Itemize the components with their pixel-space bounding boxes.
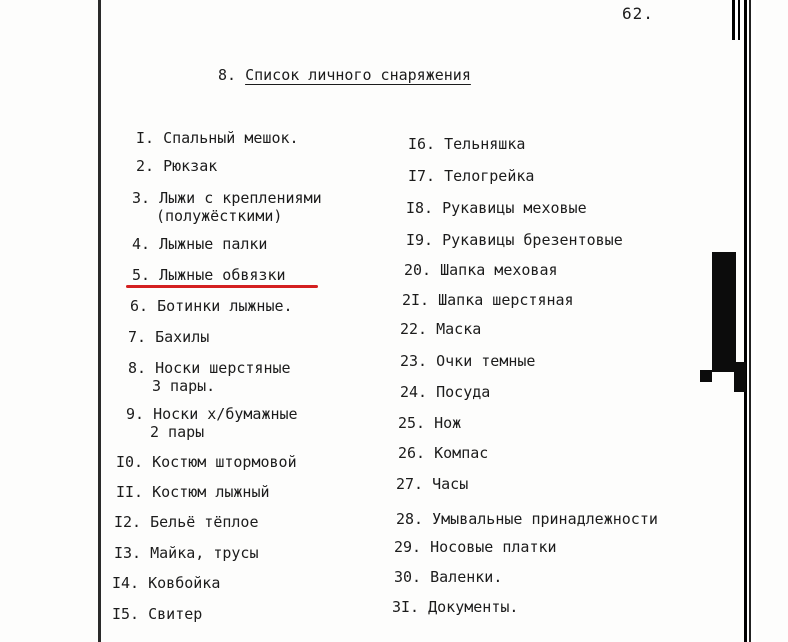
list-item: 4. Лыжные палки (132, 235, 268, 253)
list-item: I. Спальный мешок. (136, 129, 299, 147)
list-item: I5. Свитер (112, 605, 203, 623)
section-title: Список личного снаряжения (245, 66, 471, 84)
list-item: II. Костюм лыжный (116, 483, 270, 501)
list-item: 27. Часы (396, 475, 469, 493)
list-item: I0. Костюм штормовой (116, 453, 297, 471)
list-item: I8. Рукавицы меховые (406, 199, 587, 217)
list-item: 29. Носовые платки (394, 538, 557, 556)
scan-blot (700, 370, 712, 382)
list-item: 9. Носки х/бумажные 2 пары (126, 405, 298, 441)
list-item: I2. Бельё тёплое (114, 513, 259, 531)
list-item: 28. Умывальные принадлежности (396, 510, 658, 528)
list-item: 20. Шапка меховая (404, 261, 558, 279)
list-item: 3. Лыжи с креплениями (полужёсткими) (132, 189, 322, 225)
list-item: I9. Рукавицы брезентовые (406, 231, 623, 249)
list-item: 3I. Документы. (392, 598, 519, 616)
list-item: 24. Посуда (400, 383, 491, 401)
list-item: 26. Компас (398, 444, 489, 462)
list-item: I6. Тельняшка (408, 135, 526, 153)
scan-edge-left (98, 0, 101, 642)
list-item: I4. Ковбойка (112, 574, 221, 592)
scan-edge-right (744, 0, 756, 642)
list-item: 30. Валенки. (394, 568, 503, 586)
list-item: 25. Нож (398, 414, 462, 432)
scan-blot (734, 362, 746, 392)
list-item: I3. Майка, трусы (114, 544, 259, 562)
list-item: 6. Ботинки лыжные. (130, 297, 293, 315)
list-item: 2. Рюкзак (136, 157, 218, 175)
section-heading (218, 66, 471, 84)
red-underline-mark (126, 285, 318, 288)
list-item: 23. Очки темные (400, 352, 536, 370)
list-item: 7. Бахилы (128, 328, 210, 346)
list-item: 8. Носки шерстяные 3 пары. (128, 359, 291, 395)
list-item: 2I. Шапка шерстяная (402, 291, 574, 309)
list-item: I7. Телогрейка (408, 167, 535, 185)
page-number: 62. (622, 4, 654, 23)
list-item: 5. Лыжные обвязки (132, 266, 286, 284)
list-item: 22. Маска (400, 320, 482, 338)
scan-blot (712, 252, 736, 372)
section-number: 8. (218, 66, 237, 84)
